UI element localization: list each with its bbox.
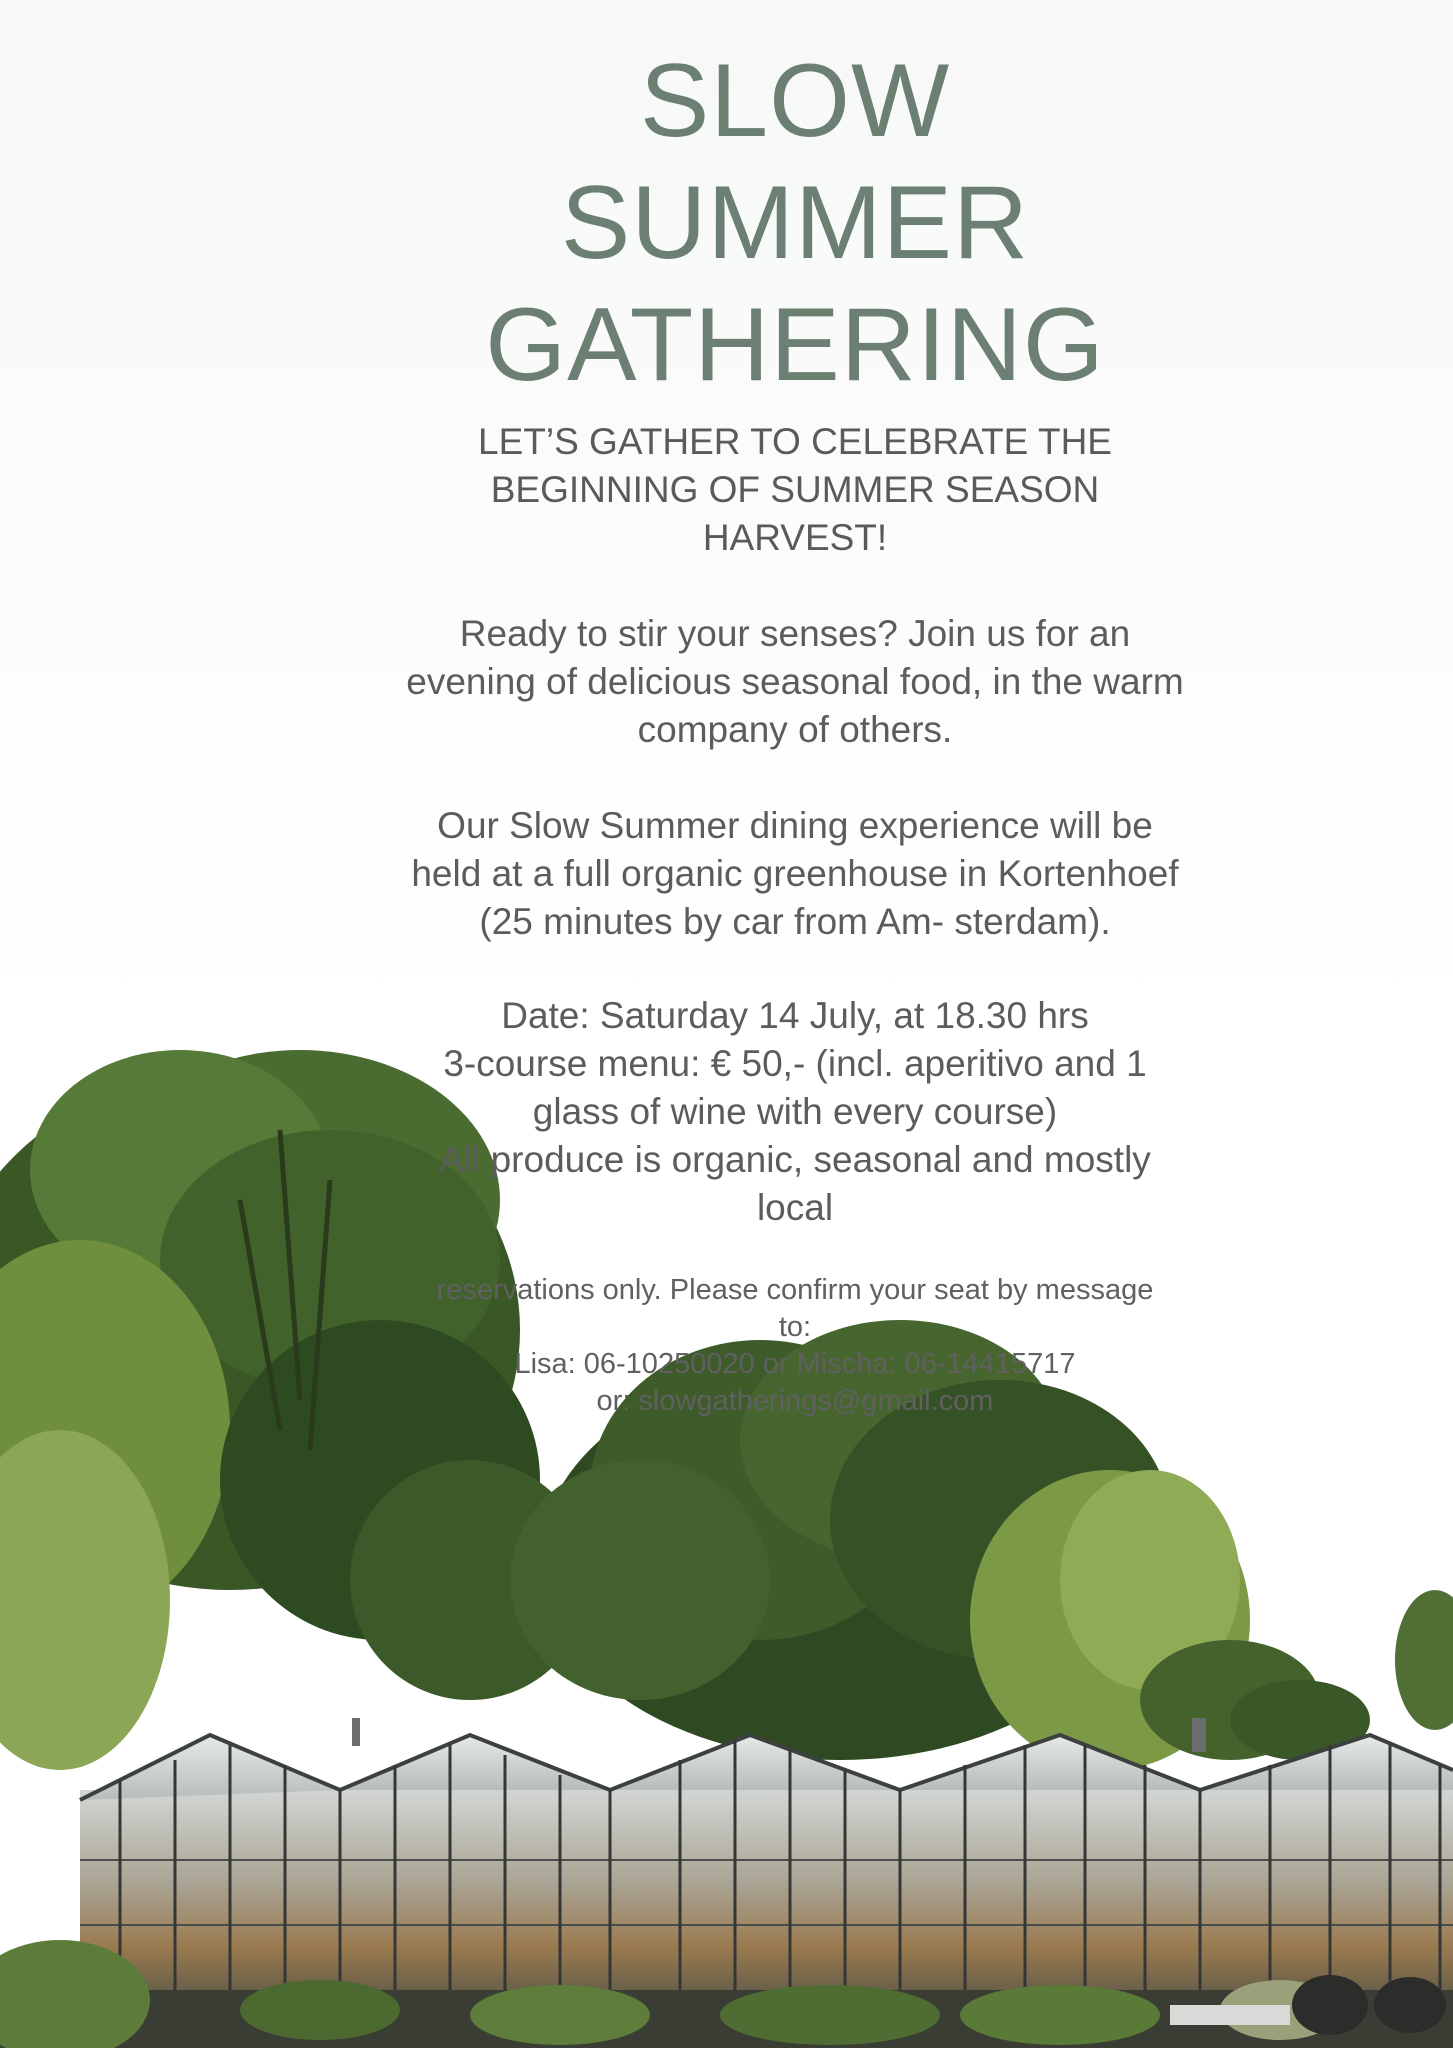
event-produce: All produce is organic, seasonal and mostly local xyxy=(439,1139,1151,1228)
event-details xyxy=(400,992,1190,1232)
title-line-2: GATHERING xyxy=(485,287,1105,403)
reservation-info xyxy=(435,1272,1155,1420)
event-subtitle: LET’S GATHER TO CELEBRATE THE BEGINNING OF SUMMER SEASON HARVEST! xyxy=(478,421,1112,558)
event-title xyxy=(395,40,1195,406)
reservation-contacts: Lisa: 06-10250020 or Mischa: 06-14415717 xyxy=(514,1348,1076,1380)
reservation-note: reservations only. Please confirm your seat by message to: xyxy=(436,1274,1154,1343)
venue-paragraph: Our Slow Summer dining experience will be held at a full organic greenhouse in Kortenhoef (25 minutes by car from Am- sterdam). xyxy=(411,805,1179,942)
poster-text xyxy=(395,40,1195,1420)
reservation-email: or: slowgatherings@gmail.com xyxy=(596,1385,994,1417)
event-date: Date: Saturday 14 July, at 18.30 hrs xyxy=(501,995,1089,1036)
event-menu: 3-course menu: € 50,- (incl. aperitivo and 1 glass of wine with every course) xyxy=(443,1043,1147,1132)
intro-paragraph: Ready to stir your senses? Join us for an evening of delicious seasonal food, in the warm company of others. xyxy=(406,613,1184,750)
title-line-1: SLOW SUMMER xyxy=(560,43,1030,281)
